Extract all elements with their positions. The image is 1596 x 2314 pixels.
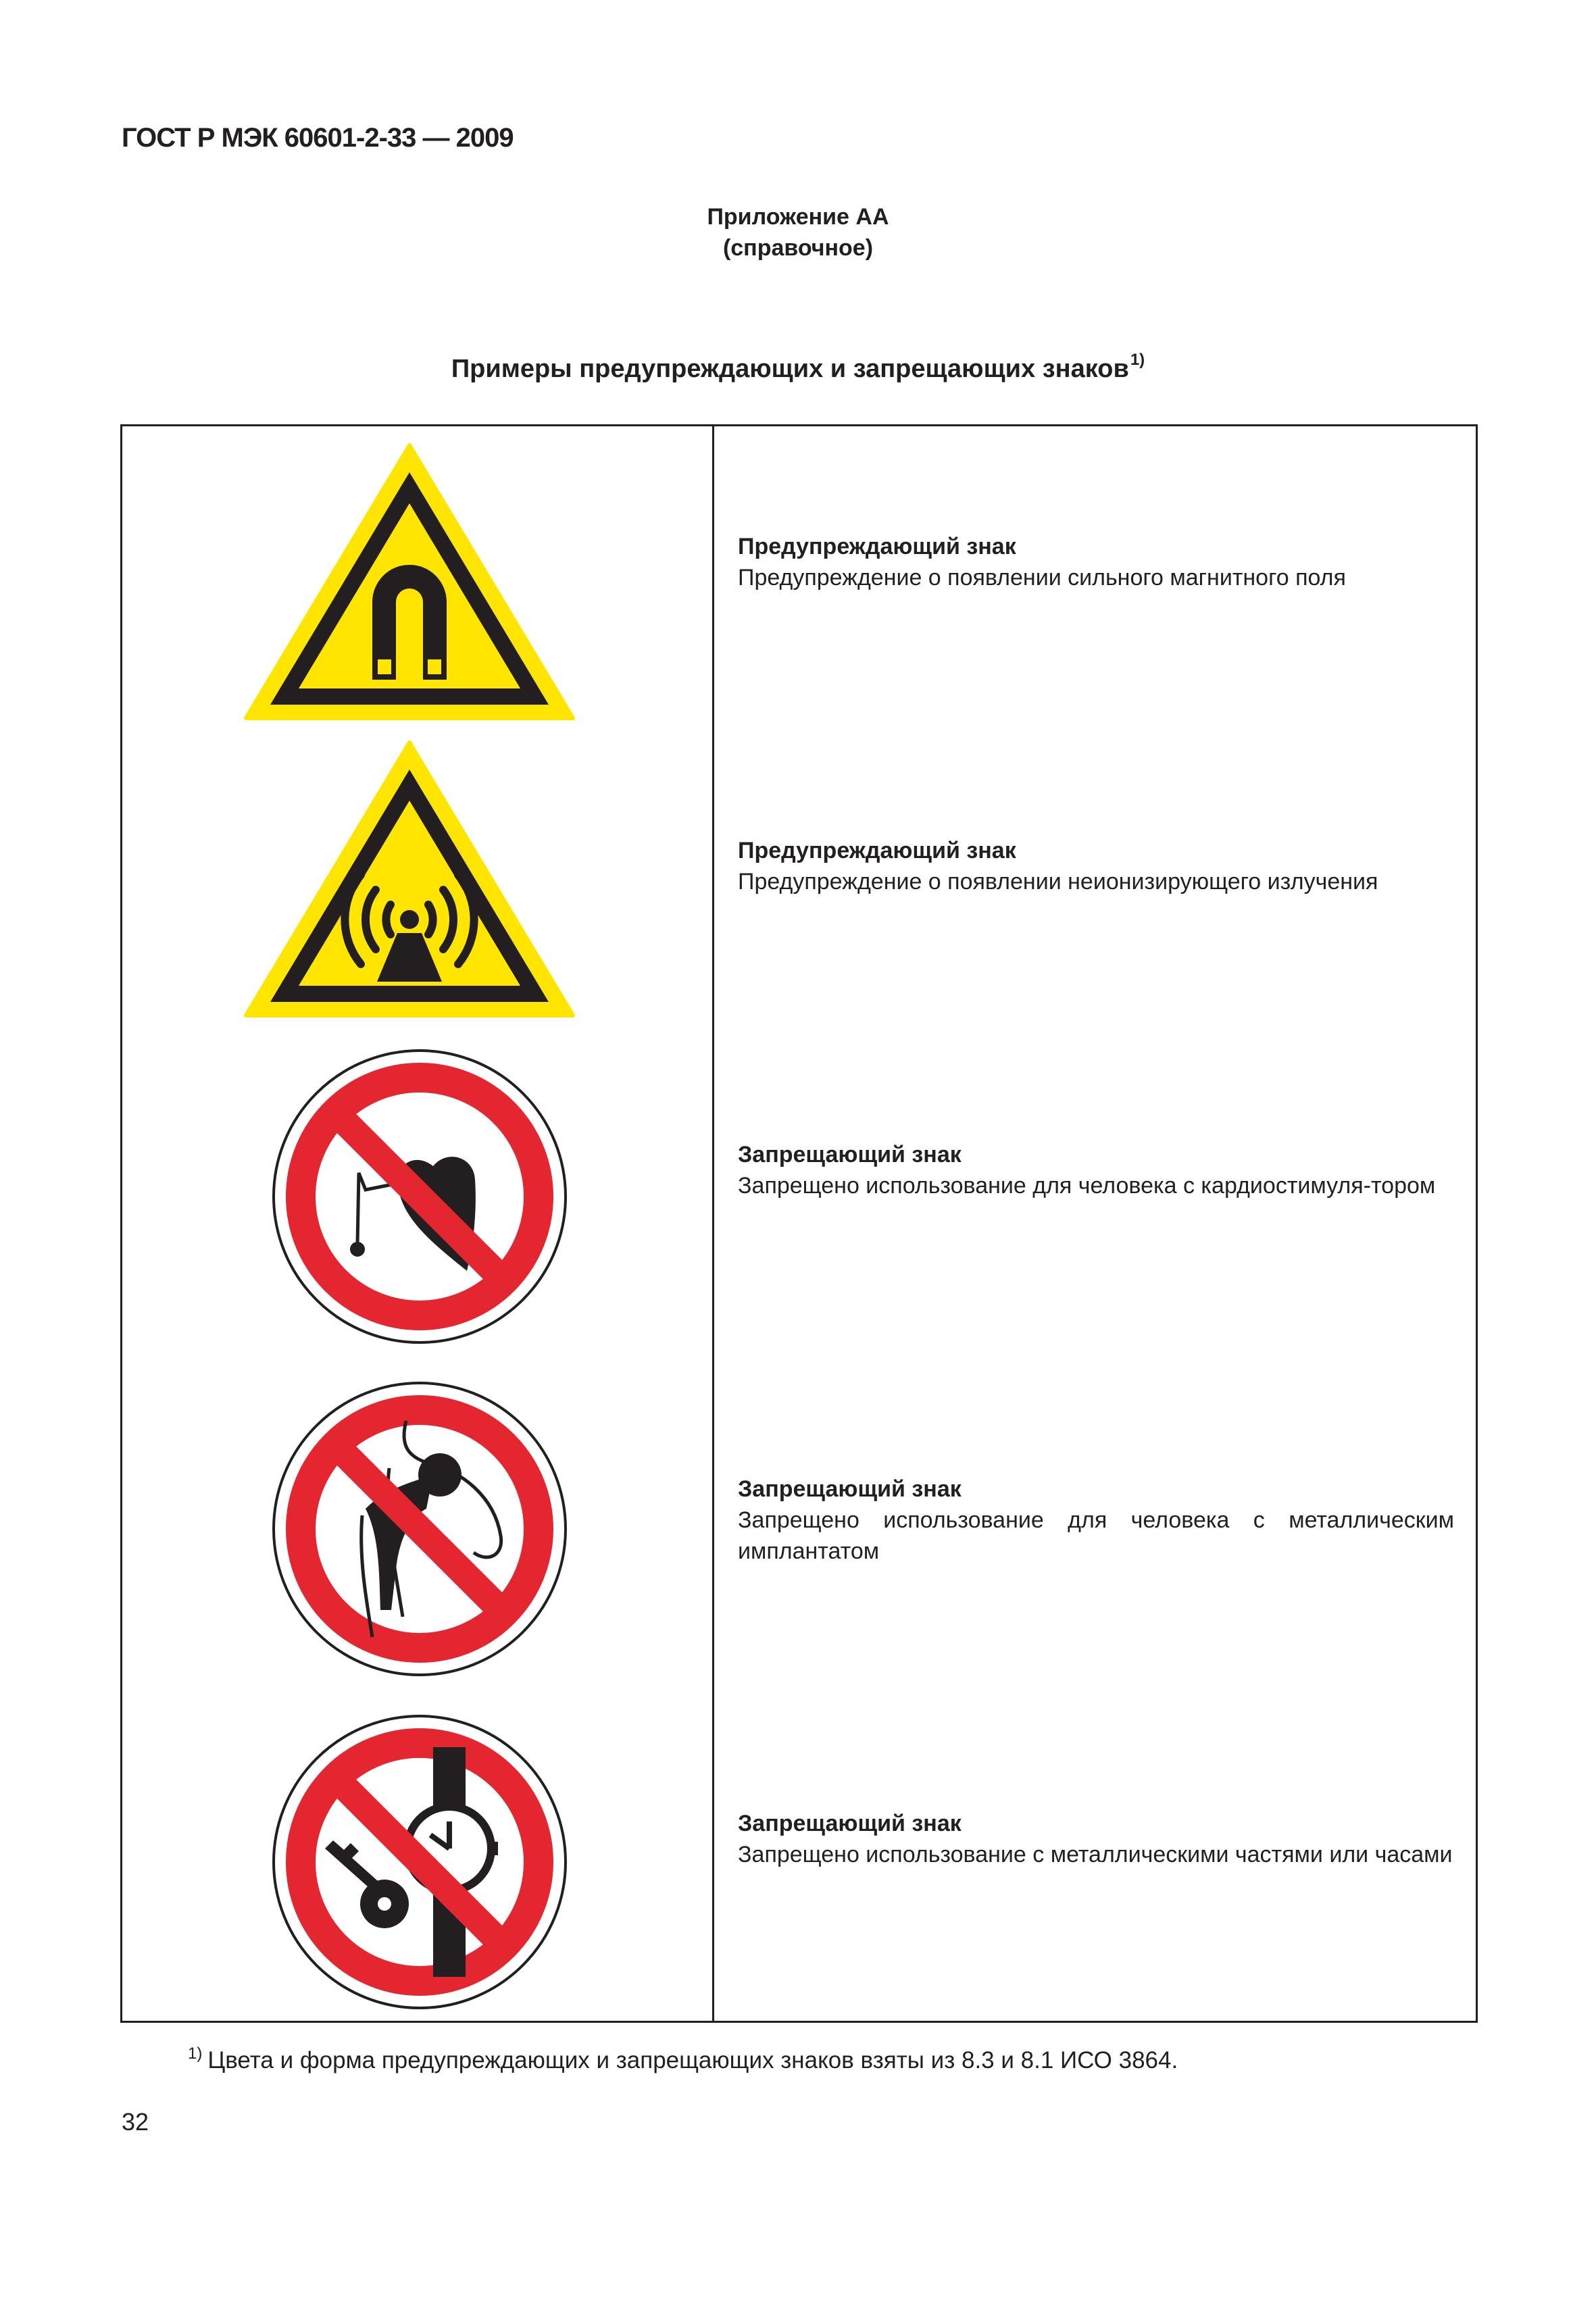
section-title-text: Примеры предупреждающих и запрещающих знаков bbox=[451, 355, 1129, 383]
section-title bbox=[0, 351, 1596, 384]
annex-title: Приложение АА bbox=[707, 204, 889, 230]
sign-entry-2 bbox=[738, 835, 1454, 897]
sign-entry-5 bbox=[738, 1808, 1454, 1870]
sign-description: Предупреждение о появлении неионизирующего излучения bbox=[738, 869, 1378, 895]
non-ionizing-radiation-warning-icon bbox=[241, 737, 578, 1021]
column-divider bbox=[712, 426, 714, 2021]
sign-heading: Запрещающий знак bbox=[738, 1142, 962, 1167]
no-metal-parts-watches-icon bbox=[271, 1713, 568, 2011]
magnetic-field-warning-icon bbox=[241, 440, 578, 724]
footnote-mark: 1) bbox=[188, 2044, 203, 2063]
page-number: 32 bbox=[122, 2108, 149, 2136]
no-metal-implant-icon bbox=[271, 1380, 568, 1678]
sign-heading: Запрещающий знак bbox=[738, 1476, 962, 1502]
sign-description: Предупреждение о появлении сильного магнитного поля bbox=[738, 565, 1346, 590]
footnote bbox=[188, 2044, 1178, 2074]
no-pacemaker-icon bbox=[271, 1048, 568, 1345]
sign-heading: Запрещающий знак bbox=[738, 1811, 962, 1836]
sign-heading: Предупреждающий знак bbox=[738, 534, 1016, 559]
title-footnote-mark: 1) bbox=[1130, 351, 1145, 369]
sign-entry-4 bbox=[738, 1474, 1454, 1567]
annex-type: (справочное) bbox=[722, 235, 874, 261]
sign-description: Запрещено использование с металлическими частями или часами bbox=[738, 1842, 1453, 1867]
sign-heading: Предупреждающий знак bbox=[738, 838, 1016, 863]
sign-entry-3 bbox=[738, 1139, 1454, 1201]
footnote-text: Цвета и форма предупреждающих и запрещающих знаков взяты из 8.3 и 8.1 ИСО 3864. bbox=[207, 2047, 1178, 2073]
document-code: ГОСТ Р МЭК 60601-2-33 — 2009 bbox=[122, 123, 514, 153]
sign-entry-1 bbox=[738, 531, 1454, 593]
sign-description: Запрещено использование для человека с металлическим имплантатом bbox=[738, 1507, 1454, 1564]
signs-table bbox=[120, 424, 1478, 2023]
sign-description: Запрещено использование для человека с кардиостимуля-тором bbox=[738, 1173, 1436, 1199]
